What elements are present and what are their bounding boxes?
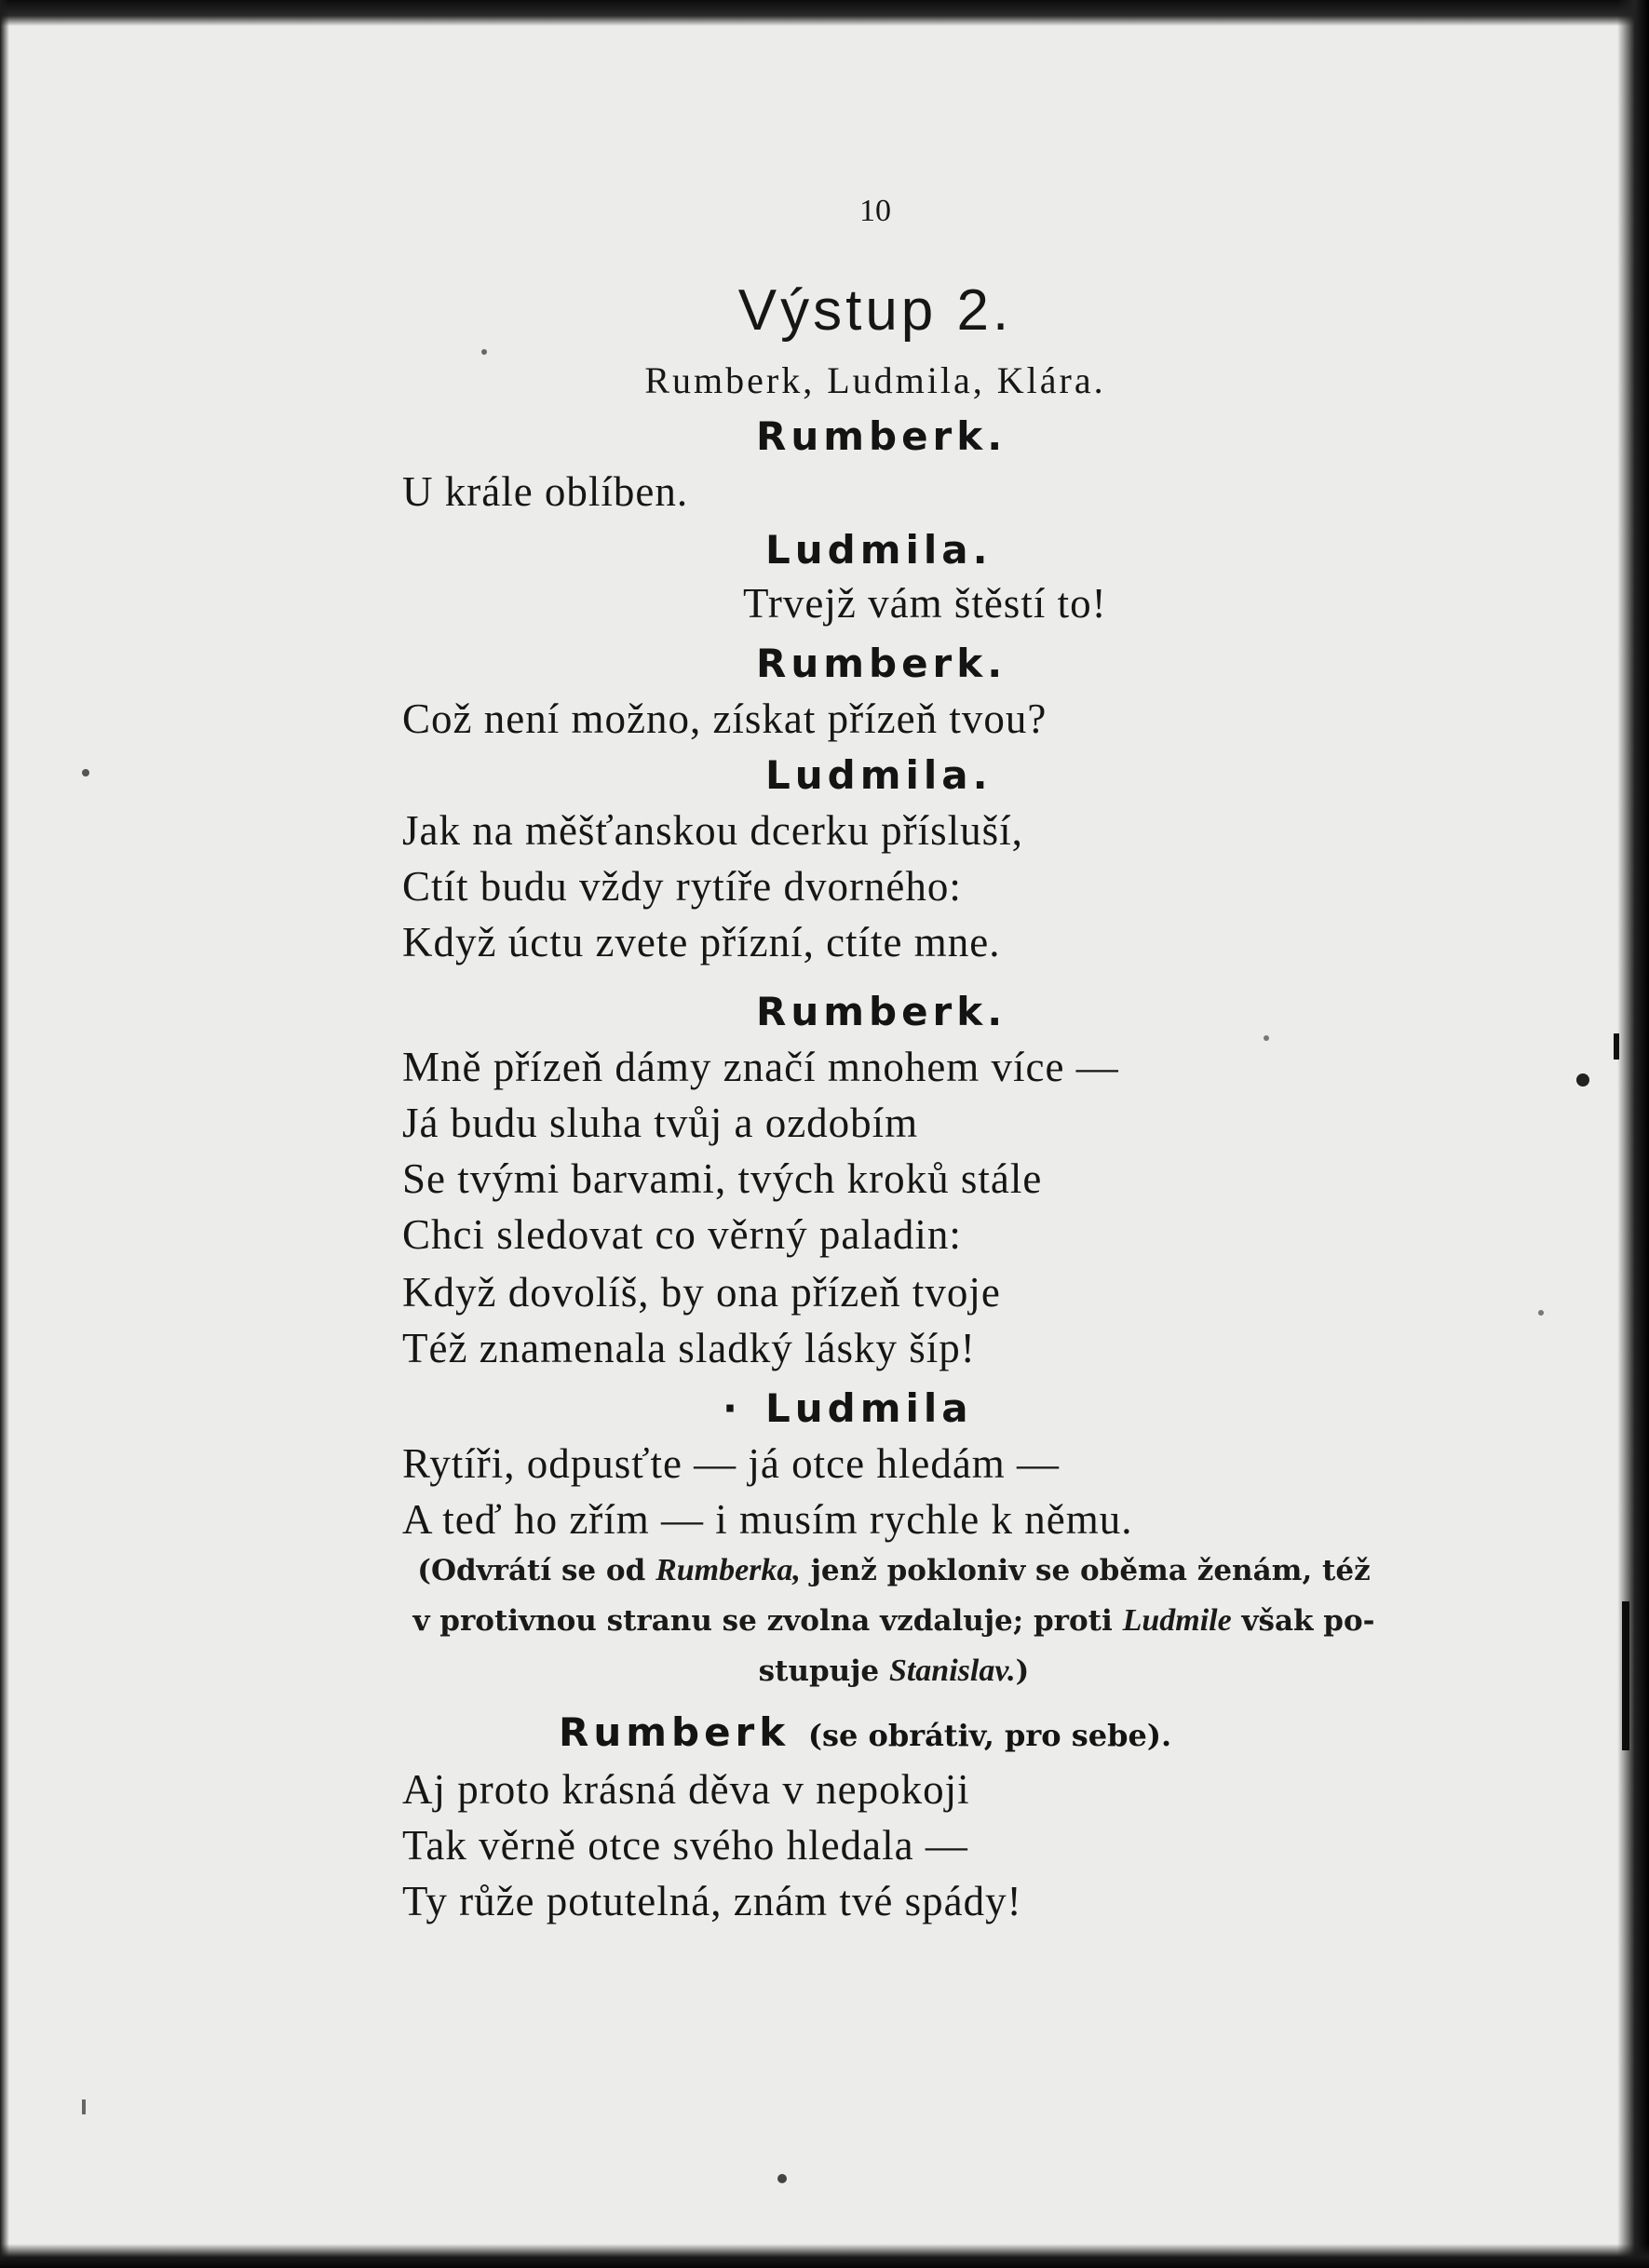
speaker-line [559, 1709, 1171, 1755]
stage-direction-line [298, 1553, 1490, 1588]
scene-title: Výstup 2. [737, 278, 1013, 343]
aside-direction: (se obrátiv, pro sebe). [807, 1718, 1172, 1753]
verse-line: Trvejž vám štěstí to! [743, 580, 1107, 627]
speaker-name: Rumberk. [756, 641, 1007, 686]
verse-line: A teď ho zřím — i musím rychle k němu. [402, 1496, 1133, 1543]
speaker-name: Ludmila. [765, 527, 993, 573]
character-name: Stanislav. [888, 1654, 1016, 1688]
direction-text: však po- [1231, 1604, 1375, 1638]
speaker-name: Rumberk [559, 1709, 791, 1755]
speaker-name: Ludmila [765, 1385, 973, 1431]
speaker-name: Rumberk. [756, 989, 1007, 1034]
verse-line: Též znamenala sladký lásky šíp! [402, 1325, 976, 1371]
stage-direction-line [298, 1603, 1490, 1639]
direction-text: (Odvrátí se od [417, 1554, 656, 1587]
verse-line: Já budu sluha tvůj a ozdobím [402, 1100, 919, 1146]
character-name: Ludmile [1122, 1603, 1232, 1638]
direction-text: ) [1015, 1654, 1030, 1688]
verse-line: Když úctu zvete přízní, ctíte mne. [402, 919, 1001, 965]
speaker-name: Ludmila. [765, 752, 993, 798]
speaker-name: Rumberk. [756, 413, 1007, 459]
verse-line: Rytíři, odpusťte — já otce hledám — [402, 1440, 1061, 1487]
verse-line: Což není možno, získat přízeň tvou? [402, 695, 1048, 742]
verse-line: Aj proto krásná děva v nepokoji [402, 1766, 970, 1813]
cast-list: Rumberk, Ludmila, Klára. [644, 359, 1106, 401]
direction-text: v protivnou stranu se zvolna vzdaluje; proti [412, 1604, 1123, 1638]
verse-line: U krále oblíben. [402, 468, 689, 515]
character-name: Rumberka, [656, 1553, 801, 1587]
verse-line: Mně přízeň dámy značí mnohem více — [402, 1044, 1119, 1090]
verse-line: Ty růže potutelná, znám tvé spády! [402, 1878, 1022, 1924]
verse-line: Ctít budu vždy rytíře dvorného: [402, 863, 962, 910]
separator-dot: · [723, 1385, 742, 1431]
verse-line: Tak věrně otce svého hledala — [402, 1822, 968, 1869]
verse-line: Když dovolíš, by ona přízeň tvoje [402, 1269, 1001, 1316]
stage-direction-line [298, 1654, 1490, 1689]
page-number: 10 [859, 194, 891, 228]
verse-line: Chci sledovat co věrný paladin: [402, 1211, 962, 1258]
direction-text: stupuje [758, 1654, 889, 1688]
verse-line: Se tvými barvami, tvých kroků stále [402, 1155, 1043, 1202]
verse-line: Jak na měšťanskou dcerku přísluší, [402, 807, 1023, 854]
direction-text: jenž pokloniv se oběma ženám, též [800, 1554, 1371, 1587]
